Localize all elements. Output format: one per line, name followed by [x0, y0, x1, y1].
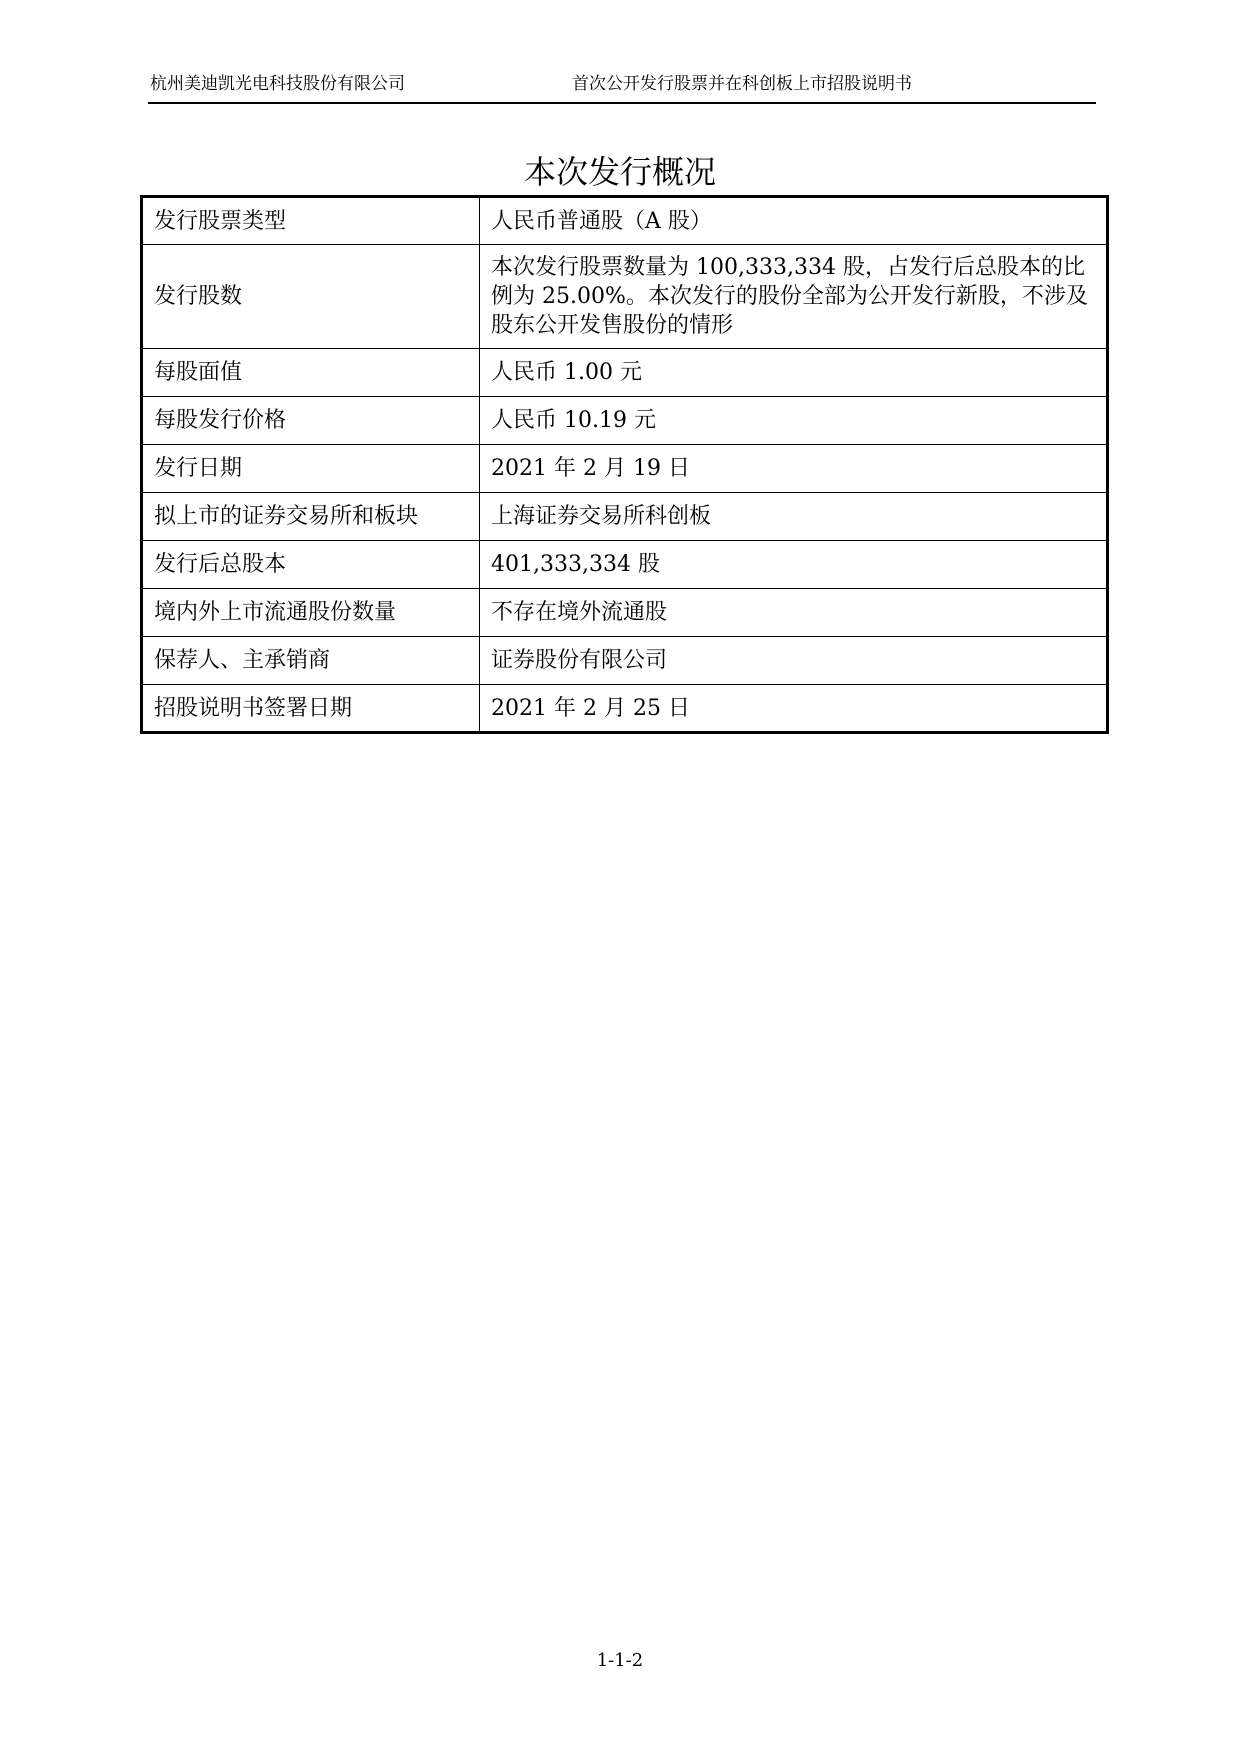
row-value: 上海证券交易所科创板 [480, 493, 1108, 541]
section-title: 本次发行概况 [523, 153, 716, 191]
row-value: 不存在境外流通股 [480, 589, 1108, 637]
table-row [142, 397, 1108, 445]
table-row [142, 637, 1108, 685]
offering-summary-table [140, 195, 1109, 734]
table-row [142, 589, 1108, 637]
row-value: 401,333,334 股 [480, 541, 1108, 589]
table-row [142, 685, 1108, 733]
table-row [142, 493, 1108, 541]
row-label: 每股面值 [142, 349, 480, 397]
row-value: 人民币普通股（A 股） [480, 197, 1108, 245]
row-value: 证券股份有限公司 [480, 637, 1108, 685]
row-label: 发行后总股本 [142, 541, 480, 589]
page-number: 1-1-2 [596, 1650, 644, 1671]
row-label: 境内外上市流通股份数量 [142, 589, 480, 637]
row-label: 拟上市的证券交易所和板块 [142, 493, 480, 541]
row-label: 每股发行价格 [142, 397, 480, 445]
row-value: 2021 年 2 月 19 日 [480, 445, 1108, 493]
row-label: 保荐人、主承销商 [142, 637, 480, 685]
row-label: 招股说明书签署日期 [142, 685, 480, 733]
document-title: 首次公开发行股票并在科创板上市招股说明书 [572, 74, 912, 94]
row-label: 发行股票类型 [142, 197, 480, 245]
page-header [148, 72, 1096, 104]
row-value: 人民币 10.19 元 [480, 397, 1108, 445]
table-row [142, 541, 1108, 589]
table-row [142, 245, 1108, 349]
row-label: 发行股数 [142, 245, 480, 349]
row-value: 本次发行股票数量为 100,333,334 股，占发行后总股本的比例为 25.00%。本次发行的股份全部为公开发行新股，不涉及股东公开发售股份的情形 [480, 245, 1108, 349]
company-name: 杭州美迪凯光电科技股份有限公司 [150, 74, 405, 94]
table-row [142, 197, 1108, 245]
row-value: 人民币 1.00 元 [480, 349, 1108, 397]
row-label: 发行日期 [142, 445, 480, 493]
row-value: 2021 年 2 月 25 日 [480, 685, 1108, 733]
table-row [142, 349, 1108, 397]
table-row [142, 445, 1108, 493]
